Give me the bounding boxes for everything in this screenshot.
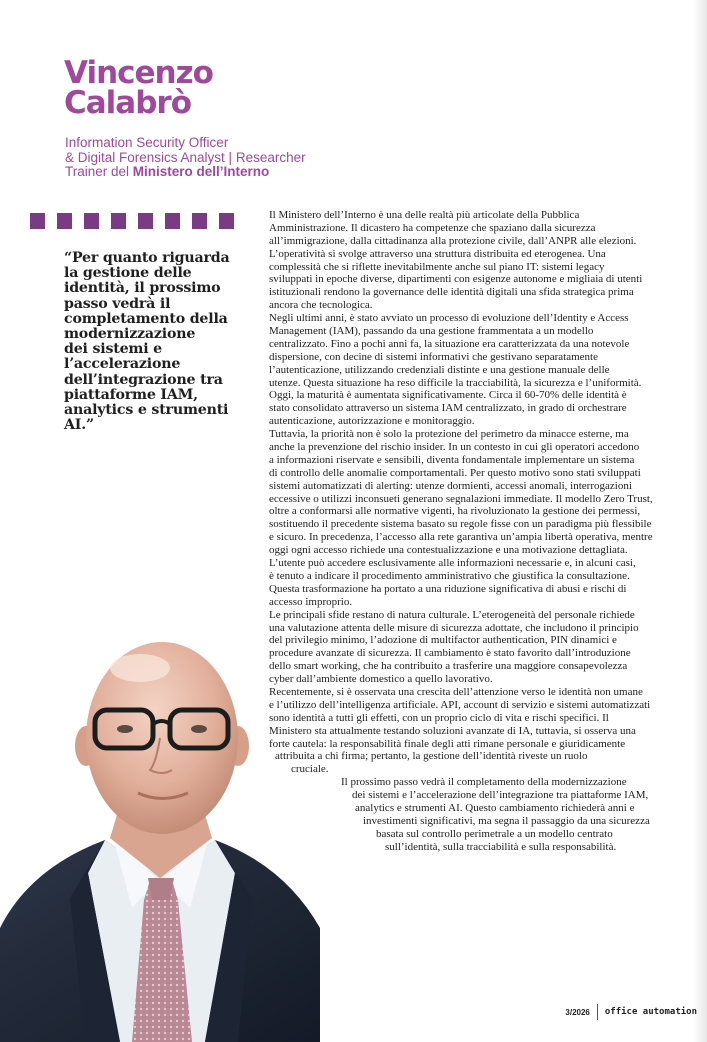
decorative-square: [165, 213, 180, 229]
decorative-square: [192, 213, 207, 229]
article-text-line: sull’identità, sulla tracciabilità e sulla responsabilità.: [385, 840, 617, 853]
article-text-line: L’utente può accedere esclusivamente alle informazioni necessarie e, in alcuni casi,: [269, 557, 636, 570]
article-text-line: utenze. Questa situazione ha reso difficile la tracciabilità, la sicurezza e l’uniformità.: [269, 376, 642, 389]
author-role: [65, 136, 306, 180]
article-text-line: procedure avanzate di sicurezza. Il cambiamento è stato favorito dall’introduzione: [269, 647, 631, 660]
article-text-line: complessità che si riflette inevitabilmente anche sul piano IT: sistemi legacy: [269, 260, 605, 273]
author-last-name: Calabrò: [64, 85, 191, 121]
publication-name: office automation: [604, 1007, 697, 1017]
article-text-line: Negli ultimi anni, è stato avviato un processo di evoluzione dell’Identity e Access: [269, 312, 629, 325]
article-body: [269, 209, 699, 854]
article-text-line: dello smart working, che ha contribuito a trasferire una maggiore consapevolezza: [269, 660, 628, 673]
pull-quote: [64, 251, 254, 433]
article-text-line: attribuita a chi firma; pertanto, la gestione dell’identità riveste un ruolo: [275, 750, 588, 763]
decorative-square: [84, 213, 99, 229]
article-text-line: analytics e strumenti AI. Questo cambiamento richiederà anni e: [355, 801, 635, 814]
article-text-line: basata sul controllo perimetrale a un modello centrato: [376, 827, 613, 840]
quote-line: identità, il prossimo: [64, 280, 221, 297]
page-footer: [565, 1004, 697, 1020]
article-text-line: centralizzato. Fino a pochi anni fa, la situazione era caratterizzata da una notevole: [269, 337, 630, 350]
article-text-line: L’operatività si svolge attraverso una struttura distribuita ed eterogenea. Una: [269, 247, 606, 260]
quote-line: “Per quanto riguarda: [64, 250, 230, 266]
quote-line: dell’integrazione tra: [64, 371, 223, 388]
article-text-line: stato consolidato attraverso un sistema IAM centralizzato, in grado di orchestrare: [269, 402, 627, 415]
quote-line: modernizzazione: [64, 326, 196, 343]
article-text-line: l’autenticazione, utilizzando credenziali distinte e una gestione manuale delle: [269, 363, 610, 376]
article-text-line: ancora che tecnologica.: [269, 299, 373, 312]
decorative-squares: [30, 213, 234, 229]
article-text-line: accesso improprio.: [269, 595, 353, 608]
article-text-line: Il prossimo passo vedrà il completamento della modernizzazione: [341, 776, 627, 789]
quote-line: la gestione delle: [64, 265, 192, 282]
decorative-square: [111, 213, 126, 229]
article-text-line: del privilegio minimo, l’adozione di multifactor authentication, PIN dinamici e: [269, 634, 617, 647]
article-text-line: forte cautela: la responsabilità finale degli atti rimane personale e giuridicamente: [269, 737, 626, 750]
quote-line: analytics e strumenti: [64, 402, 229, 419]
article-text-line: Amministrazione. Il dicastero ha competenze che spaziano dalla sicurezza: [269, 221, 596, 234]
article-text-line: Recentemente, si è osservata una crescita dell’attenzione verso le identità non umane: [269, 685, 643, 698]
article-text-line: cyber dall’ambiente domestico a quello lavorativo.: [269, 673, 493, 686]
decorative-square: [30, 213, 45, 229]
decorative-square: [219, 213, 234, 229]
author-role-line: [65, 165, 306, 180]
footer-divider: [597, 1004, 598, 1020]
article-text-line: cruciale.: [291, 763, 329, 776]
author-name: [64, 55, 213, 121]
article-text-line: a informazioni riservate e sensibili, diventa fondamentale implementare un sistema: [269, 453, 635, 466]
author-role-line: Information Security Officer: [65, 135, 229, 150]
article-text-line: istituzionali rendono la governance delle identità digitali una sfida strategica prima: [269, 286, 634, 299]
article-text-line: autenticazione, autorizzazione e monitoraggio.: [269, 415, 475, 428]
article-text-line: Oggi, la maturità è aumentata significativamente. Circa il 60-70% delle identità è: [269, 389, 627, 402]
article-text-line: una valutazione attenta delle misure di sicurezza adottate, che includono il principio: [269, 621, 639, 634]
article-text-line: oggi ogni accesso richiede una contestualizzazione e una motivazione dettagliata.: [269, 544, 628, 557]
article-text-line: anche la prevenzione del rischio insider. In un contesto in cui gli operatori accedono: [269, 441, 640, 454]
quote-line: passo vedrà il: [64, 295, 171, 312]
decorative-square: [57, 213, 72, 229]
article-text-line: sviluppati in epoche diverse, dipartimenti con esigenze autonome e migliaia di utenti: [269, 273, 643, 286]
issue-number: 3/2026: [565, 1007, 590, 1017]
author-portrait-photo: [0, 628, 320, 1042]
article-text-line: e sicuro. In precedenza, l’accesso alla rete garantiva un’ampia libertà operativa, mentre: [269, 531, 653, 544]
quote-line: piattaforme IAM,: [64, 386, 198, 403]
article-text-line: oltre a conformarsi alle normative vigenti, ha rivoluzionato la gestione dei permessi,: [269, 505, 641, 518]
article-text-line: dei sistemi e l’accelerazione dell’integrazione tra piattaforme IAM,: [352, 789, 649, 802]
article-text-line: Le principali sfide restano di natura culturale. L’eterogeneità del personale richiede: [269, 608, 635, 621]
decorative-square: [138, 213, 153, 229]
quote-line: l’accelerazione: [64, 356, 181, 373]
article-text-line: sostituendo il precedente sistema basato su regole fisse con un paradigma più flessibile: [269, 518, 652, 531]
author-first-name: Vincenzo: [64, 55, 213, 91]
article-text-line: investimenti significativi, ma segna il passaggio da una sicurezza: [363, 814, 650, 827]
article-text-line: sistemi automatizzati di alerting: utenze dormienti, accessi anomali, interrogazioni: [269, 479, 632, 492]
article-text-line: Il Ministero dell’Interno è una delle realtà più articolate della Pubblica: [269, 209, 580, 221]
article-text-line: dispersione, con decine di sistemi informativi che gestivano separatamente: [269, 350, 598, 363]
article-text-line: è tenuto a indicare il procedimento amministrativo che giustifica la consultazione.: [269, 569, 630, 582]
article-text-line: Tuttavia, la priorità non è solo la protezione del perimetro da minacce esterne, ma: [269, 428, 629, 441]
author-role-line: & Digital Forensics Analyst | Researcher: [65, 149, 306, 165]
article-text-line: Management (IAM), passando da una gestione frammentata a un modello: [269, 325, 594, 338]
quote-line: dei sistemi e: [64, 341, 162, 358]
quote-line: completamento della: [64, 310, 228, 327]
article-text-line: Ministero sta attualmente testando soluzioni avanzate di IA, tuttavia, si osserva una: [269, 724, 636, 737]
article-text-line: Questa trasformazione ha portato a una riduzione significativa di abusi e rischi di: [269, 582, 627, 595]
article-text-line: sono identità a tutti gli effetti, con un proprio ciclo di vita e rischi specifici. Il: [269, 711, 609, 724]
author-role-prefix: Trainer del: [65, 164, 133, 180]
article-text-line: all’immigrazione, dalla cittadinanza alla protezione civile, dall’ANPR alle elezioni.: [269, 234, 637, 247]
author-organization: Ministero dell’Interno: [132, 164, 270, 180]
article-text-line: e l’utilizzo dell’intelligenza artificiale. API, account di servizio e sistemi automatizzati: [269, 698, 651, 711]
quote-line: AI.”: [64, 417, 94, 434]
article-text-line: di controllo delle anomalie comportamentali. Per questo motivo sono stati sviluppati: [269, 466, 641, 479]
article-text-line: eccessive o utilizzi inconsueti generano segnalazioni immediate. Il modello Zero Trust,: [269, 492, 653, 505]
